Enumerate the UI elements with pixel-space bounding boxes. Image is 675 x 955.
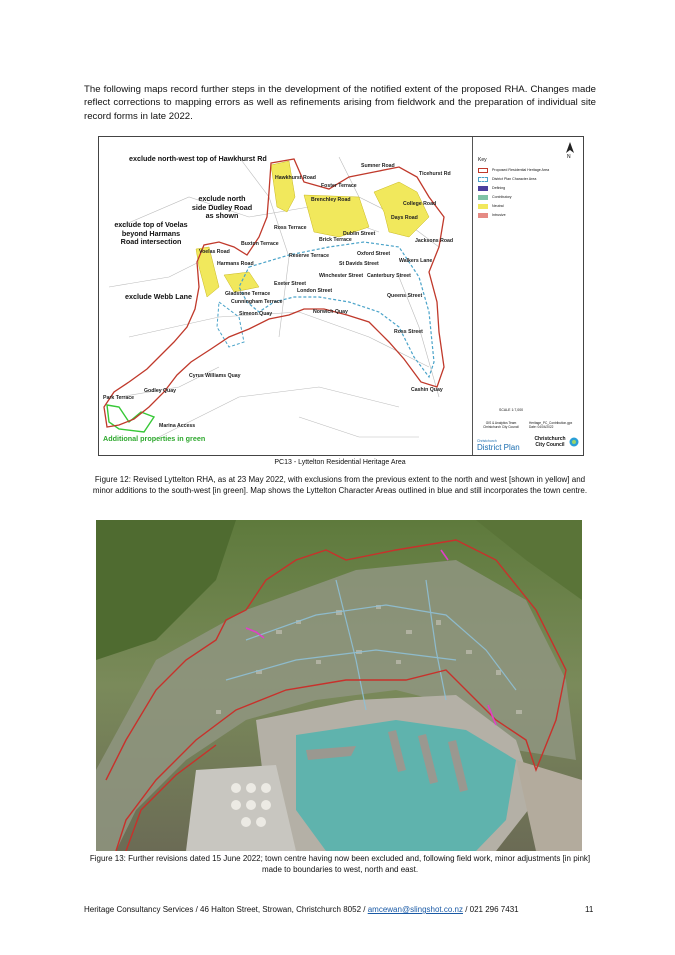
road-label: Buxton Terrace <box>241 241 279 247</box>
council-logo: Christchurch City Council <box>533 436 567 448</box>
annotation-webb: exclude Webb Lane <box>125 292 192 301</box>
district-plan-logo: Christchurch District Plan <box>477 439 520 452</box>
road-label: Winchester Street <box>319 273 364 279</box>
legend-key-title: Key <box>478 157 487 163</box>
map-title: PC13 - Lyttelton Residential Heritage Area <box>274 459 406 466</box>
legend-swatch <box>478 204 488 209</box>
road-label: College Road <box>403 201 437 207</box>
figure-13-aerial-photo <box>96 520 582 851</box>
road-label: St Davids Street <box>339 261 379 267</box>
road-label: Exeter Street <box>274 281 307 287</box>
road-label: Foster Terrace <box>321 183 357 189</box>
road-label: Queens Street <box>387 293 423 299</box>
road-label: Voelas Road <box>199 249 230 255</box>
road-label: Ross Terrace <box>274 225 307 231</box>
road-label: Cashin Quay <box>411 387 443 393</box>
legend-swatch <box>478 168 488 173</box>
legend-item: Neutral <box>478 204 578 210</box>
page-footer <box>84 905 519 914</box>
footer-email-link[interactable]: amcewan@slingshot.co.nz <box>367 905 463 914</box>
legend-item: Intrusive <box>478 213 578 219</box>
footer-phone: / 021 296 7431 <box>462 905 519 914</box>
road-label: Ticehurst Rd <box>419 171 451 177</box>
road-label: Hawkhurst Road <box>275 175 316 181</box>
legend-item: Defining <box>478 186 578 192</box>
svg-text:N: N <box>567 154 571 159</box>
north-arrow-icon <box>563 141 577 159</box>
legend-swatch <box>478 213 488 218</box>
legend-item: Contributory <box>478 195 578 201</box>
road-label: Harmans Road <box>217 261 254 267</box>
map-legend <box>472 137 583 455</box>
map-meta: Heritage_PC_Contribution.gpx Date: 04/04/2022 <box>529 421 573 429</box>
road-label: Park Terrace <box>103 395 135 401</box>
road-label: Walkers Lane <box>399 258 433 264</box>
map-scale: SCALE 1:7,000 <box>499 408 524 412</box>
road-label: Ross Street <box>394 329 423 335</box>
figure-13-caption: Figure 13: Further revisions dated 15 June 2022; town centre having now been excluded and, following field work, minor adjustments [in pink] made to boundaries to west, north and east. <box>89 854 591 874</box>
road-label: Reserve Terrace <box>289 253 329 259</box>
page-number: 11 <box>585 905 594 914</box>
figure-12-map <box>98 136 584 456</box>
road-label: Days Road <box>391 215 418 221</box>
intro-paragraph: The following maps record further steps in the development of the notified extent of the proposed RHA. Changes made reflect corrections to mapping errors as well as refinements arising from fieldwork and the preparation of individual site record forms in late 2022. <box>84 84 596 122</box>
road-label: Cunningham Terrace <box>231 299 283 305</box>
figure-12-caption: Figure 12: Revised Lyttelton RHA, as at 23 May 2022, with exclusions from the previous extent to the north and west [shown in yellow] and minor additions to the south-west [in green]. Map shows the Lyttelton Character Areas outlined in blue and still incorporates the town centre. <box>92 475 588 495</box>
road-label: Canterbury Street <box>367 273 411 279</box>
road-label: Norwich Quay <box>313 309 348 315</box>
road-label: London Street <box>297 288 333 294</box>
legend-swatch <box>478 195 488 200</box>
legend-item: District Plan Character Area <box>478 177 578 183</box>
legend-swatch <box>478 186 488 191</box>
footer-text: Heritage Consultancy Services / 46 Halton Street, Strowan, Christchurch 8052 / <box>84 905 368 914</box>
council-emblem-icon <box>569 437 579 447</box>
road-label: Cyrus Williams Quay <box>189 373 241 379</box>
legend-item: Proposed Residential Heritage Area <box>478 168 578 174</box>
road-label: Godley Quay <box>144 388 176 394</box>
map-credit: GIS & Analytics Team Christchurch City Council <box>483 421 519 429</box>
annotation-hawkhurst: exclude north-west top of Hawkhurst Rd <box>129 154 267 163</box>
annotation-dudley: exclude north side Dudley Road as shown <box>191 194 253 221</box>
road-label: Brick Terrace <box>319 237 352 243</box>
road-label: Jacksons Road <box>415 238 454 244</box>
road-label: Marina Access <box>159 423 196 429</box>
road-label: Sumner Road <box>361 163 395 169</box>
road-label: Brenchley Road <box>311 197 351 203</box>
annotation-additional: Additional properties in green <box>103 434 206 443</box>
road-label: Simeon Quay <box>239 311 273 317</box>
road-label: Dublin Street <box>343 231 376 237</box>
legend-swatch <box>478 177 488 182</box>
road-label: Oxford Street <box>357 251 391 257</box>
road-label: Gladstone Terrace <box>225 291 271 297</box>
annotation-voelas: exclude top of Voelas beyond Harmans Road intersection <box>114 220 188 247</box>
